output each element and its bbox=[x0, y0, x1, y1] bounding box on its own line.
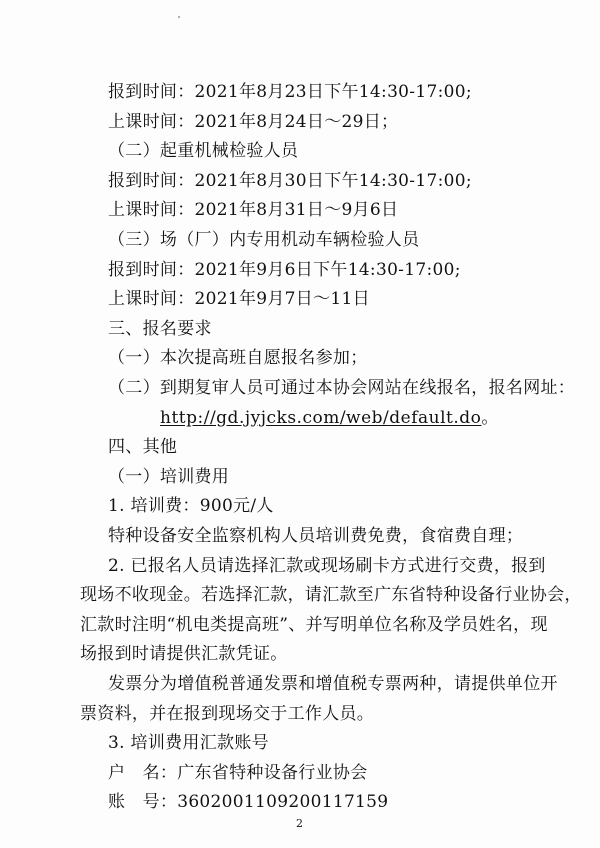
subheading-remittance-account: 3. 培训费用汇款账号 bbox=[108, 733, 269, 754]
section-heading-lifting-machinery: （二）起重机械检验人员 bbox=[108, 141, 299, 162]
payment-paragraph-line-4: 场报到时请提供汇款凭证。 bbox=[80, 644, 288, 665]
registration-url-link[interactable]: http://gd.jyjcks.com/web/default.do bbox=[160, 407, 482, 428]
invoice-paragraph-line-2: 票资料，并在报到现场交于工作人员。 bbox=[80, 703, 375, 724]
section-heading-registration-requirements: 三、报名要求 bbox=[108, 318, 212, 339]
section-heading-other: 四、其他 bbox=[108, 437, 178, 458]
section-heading-vehicles: （三）场（厂）内专用机动车辆检验人员 bbox=[108, 230, 420, 250]
fee-exemption-note: 特种设备安全监察机构人员培训费免费，食宿费自理； bbox=[108, 526, 524, 546]
class-time-1: 上课时间：2021年8月24日～29日； bbox=[108, 111, 399, 132]
registration-url-line bbox=[160, 408, 499, 428]
page-number: 2 bbox=[296, 817, 303, 830]
requirement-item-1: （一）本次提高班自愿报名参加； bbox=[108, 348, 368, 369]
registration-time-3: 报到时间：2021年9月6日下午14:30-17:00; bbox=[108, 259, 461, 280]
scan-speck bbox=[178, 16, 180, 18]
payment-paragraph-line-1: 2. 已报名人员请选择汇款或现场刷卡方式进行交费，报到 bbox=[108, 555, 546, 576]
registration-time-2: 报到时间：2021年8月30日下午14:30-17:00; bbox=[108, 170, 472, 191]
account-number-line: 账 号：3602001109200117159 bbox=[108, 792, 389, 813]
subheading-training-fees: （一）培训费用 bbox=[108, 466, 230, 487]
fee-item-1: 1. 培训费：900元/人 bbox=[108, 496, 274, 517]
class-time-3: 上课时间：2021年9月7日～11日 bbox=[108, 289, 370, 310]
account-name-line: 户 名：广东省特种设备行业协会 bbox=[108, 762, 368, 783]
class-time-2: 上课时间：2021年8月31日～9月6日 bbox=[108, 200, 399, 221]
registration-time-1: 报到时间：2021年8月23日下午14:30-17:00; bbox=[108, 82, 472, 102]
invoice-paragraph-line-1: 发票分为增值税普通发票和增值税专票两种，请提供单位开 bbox=[108, 674, 558, 694]
url-suffix: 。 bbox=[481, 407, 499, 428]
requirement-item-2: （二）到期复审人员可通过本协会网站在线报名，报名网址： bbox=[108, 378, 576, 398]
payment-paragraph-line-3: 汇款时注明“机电类提高班”、并写明单位名称及学员姓名，现 bbox=[80, 614, 548, 635]
payment-paragraph-line-2: 现场不收现金。若选择汇款，请汇款至广东省特种设备行业协会， bbox=[80, 585, 582, 606]
